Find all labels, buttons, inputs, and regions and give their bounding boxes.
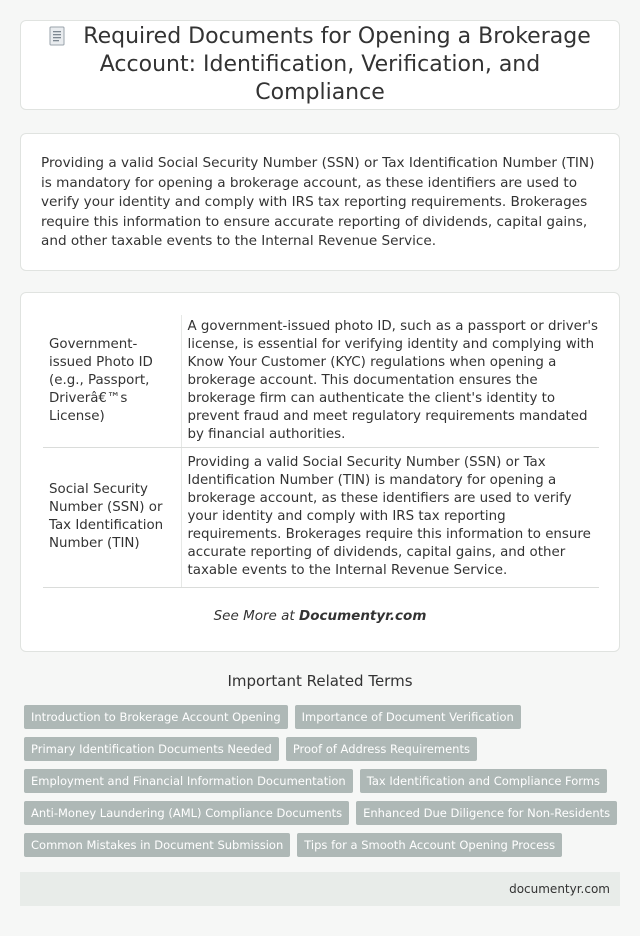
table-row <box>43 315 599 447</box>
table-term: Social Security Number (SSN) or Tax Identification Number (TIN) <box>43 447 181 587</box>
document-icon <box>49 26 65 46</box>
see-more-link[interactable] <box>43 608 597 624</box>
related-tag[interactable]: Tips for a Smooth Account Opening Process <box>297 833 562 857</box>
table-card <box>20 292 620 652</box>
related-tag[interactable]: Enhanced Due Diligence for Non-Residents <box>356 801 617 825</box>
documents-table <box>43 315 599 588</box>
related-tag[interactable]: Proof of Address Requirements <box>286 737 477 761</box>
page-title <box>40 23 600 107</box>
tag-row <box>24 801 624 825</box>
related-tag[interactable]: Tax Identification and Compliance Forms <box>360 769 607 793</box>
related-terms-heading: Important Related Terms <box>227 672 413 690</box>
title-card <box>20 20 620 110</box>
related-tag[interactable]: Common Mistakes in Document Submission <box>24 833 290 857</box>
related-tag[interactable]: Importance of Document Verification <box>295 705 521 729</box>
table-description: Providing a valid Social Security Number (SSN) or Tax Identification Number (TIN) is mandatory for opening a brokerage account, as these identifiers are used to verify your identity and comply with IRS tax reporting requirements. Brokerages require this information to ensure accurate reporting of dividends, capital gains, and other taxable events to the Internal Revenue Service. <box>181 447 599 587</box>
tag-row <box>24 833 624 857</box>
see-more-prefix: See More at <box>213 607 299 624</box>
table-term: Government-issued Photo ID (e.g., Passport, Driverâ€™s License) <box>43 315 181 447</box>
page-title-text: Required Documents for Opening a Brokerage Account: Identification, Verification, and Compliance <box>83 24 591 105</box>
related-tags <box>24 705 624 865</box>
table-description: A government-issued photo ID, such as a passport or driver's license, is essential for verifying identity and complying with Know Your Customer (KYC) regulations when opening a brokerage account. This documentation ensures the brokerage firm can authenticate the client's identity to prevent fraud and meet regulatory requirements mandated by financial authorities. <box>181 315 599 447</box>
tag-row <box>24 705 624 729</box>
related-tag[interactable]: Employment and Financial Information Documentation <box>24 769 353 793</box>
intro-card <box>20 133 620 271</box>
tag-row <box>24 769 624 793</box>
table-row <box>43 447 599 587</box>
related-tag[interactable]: Primary Identification Documents Needed <box>24 737 279 761</box>
footer <box>20 872 620 906</box>
see-more-site: Documentyr.com <box>299 607 427 624</box>
related-tag[interactable]: Introduction to Brokerage Account Opening <box>24 705 288 729</box>
tag-row <box>24 737 624 761</box>
footer-site[interactable]: documentyr.com <box>509 882 610 896</box>
related-tag[interactable]: Anti-Money Laundering (AML) Compliance Documents <box>24 801 349 825</box>
intro-paragraph: Providing a valid Social Security Number (SSN) or Tax Identification Number (TIN) is mandatory for opening a brokerage account, as these identifiers are used to verify your identity and comply with IRS tax reporting requirements. Brokerages require this information to ensure accurate reporting of dividends, capital gains, and other taxable events to the Internal Revenue Service. <box>41 155 595 249</box>
